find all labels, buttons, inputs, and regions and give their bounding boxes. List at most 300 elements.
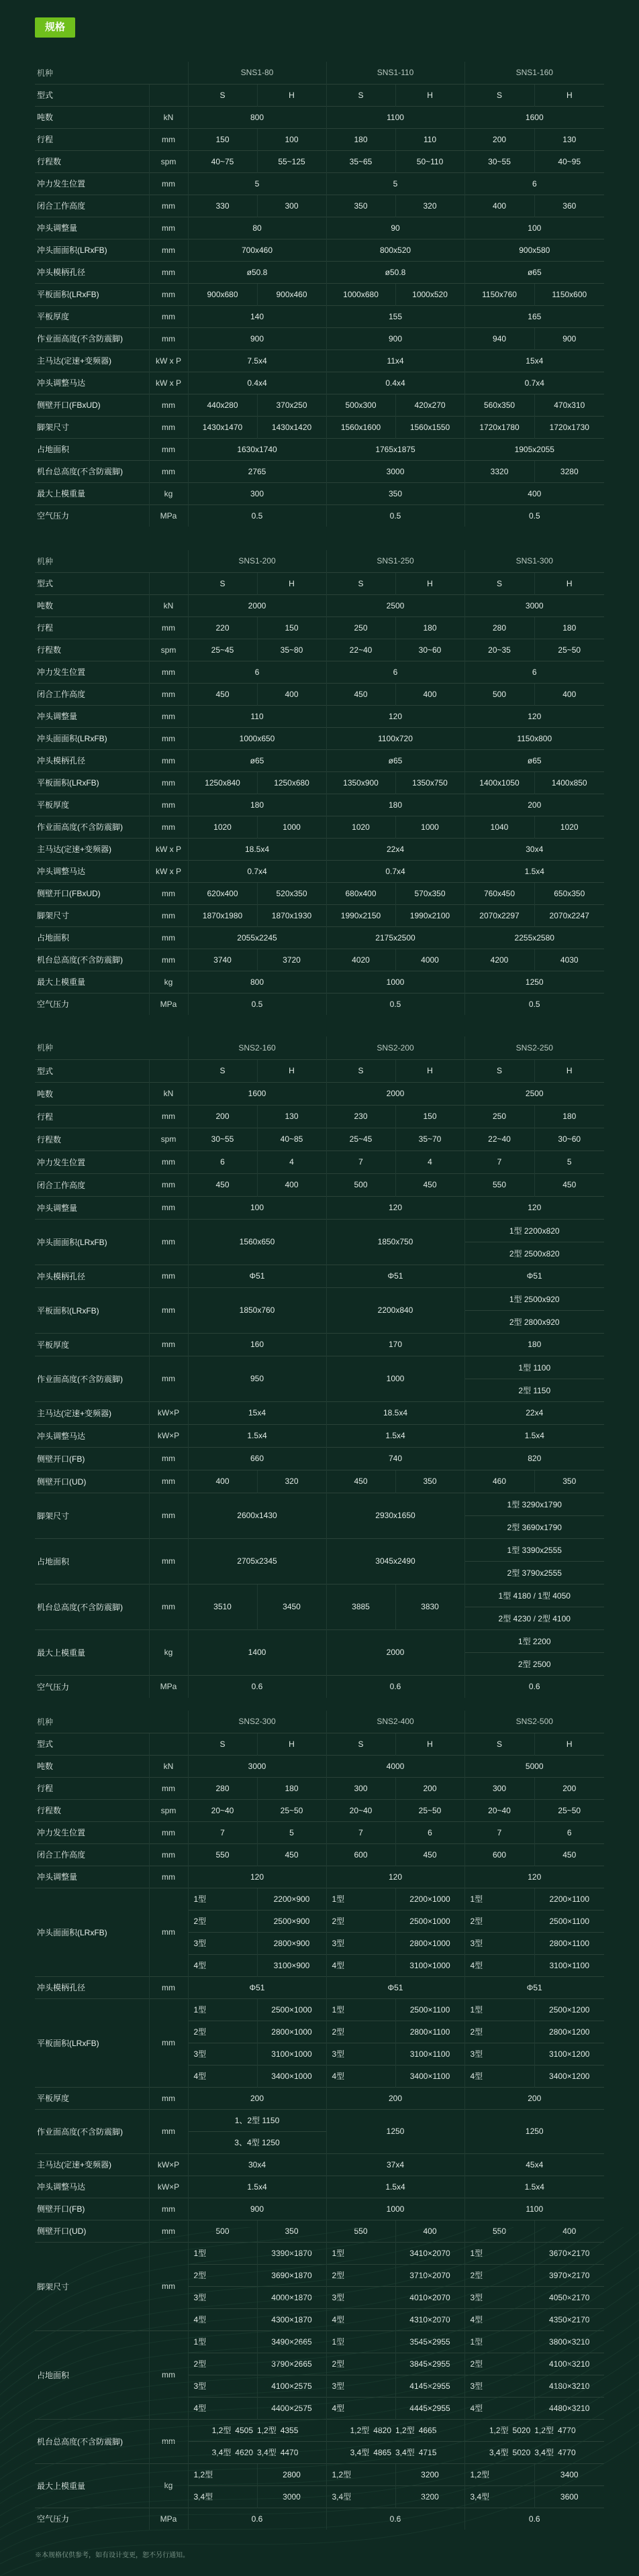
row-label: 行程 bbox=[35, 1105, 149, 1128]
table-value: 2型 3790x2555 bbox=[464, 1561, 604, 1584]
type-label: 1型 bbox=[326, 2330, 395, 2353]
type-label: 2型 bbox=[326, 1910, 395, 1932]
table-value: 5000 bbox=[464, 1755, 604, 1777]
type-label: 3,4型 bbox=[350, 2448, 370, 2457]
type-label: 1,2型 bbox=[326, 2463, 395, 2485]
table-value: 0.6 bbox=[188, 1675, 326, 1698]
table-value: 180 bbox=[395, 616, 464, 639]
table-value: ø65 bbox=[464, 261, 604, 283]
row-label: 吨数 bbox=[35, 594, 149, 616]
table-row bbox=[35, 2176, 604, 2198]
table-value: 90 bbox=[326, 217, 464, 239]
model-column-label: 机种 bbox=[37, 1043, 54, 1053]
table-value: 110 bbox=[188, 705, 326, 727]
table-value: 180 bbox=[326, 794, 464, 816]
row-unit: kW×P bbox=[149, 1401, 188, 1424]
row-unit: mm bbox=[149, 1821, 188, 1843]
table-value: 620x400 bbox=[188, 882, 257, 904]
type-label: 3型 bbox=[188, 1932, 257, 1954]
table-value: 450 bbox=[257, 1843, 326, 1866]
table-value: 1400x850 bbox=[534, 771, 604, 794]
row-unit: kg bbox=[149, 482, 188, 504]
table-value: 2930x1650 bbox=[326, 1493, 464, 1538]
row-label: 主马达(定速+变频器) bbox=[35, 1401, 149, 1424]
table-value: 1400x1050 bbox=[464, 771, 534, 794]
row-unit: mm bbox=[149, 949, 188, 971]
table-value: 1100 bbox=[464, 2198, 604, 2220]
table-value: S bbox=[326, 1733, 395, 1755]
table-value: 37x4 bbox=[326, 2153, 464, 2176]
table-value: 200 bbox=[534, 1777, 604, 1799]
row-unit: MPa bbox=[149, 504, 188, 527]
table-value: H bbox=[257, 84, 326, 106]
table-value: S bbox=[188, 1059, 257, 1082]
row-unit: MPa bbox=[149, 993, 188, 1015]
table-value: 7.5x4 bbox=[188, 350, 326, 372]
table-value: 4480×3210 bbox=[534, 2397, 604, 2419]
table-value: 180 bbox=[188, 794, 326, 816]
type-label: 3型 bbox=[326, 2286, 395, 2308]
table-row bbox=[35, 1584, 604, 1607]
table-value: 3600 bbox=[534, 2485, 604, 2508]
table-value: 2070x2247 bbox=[534, 904, 604, 926]
type-label: 2型 bbox=[464, 2021, 534, 2043]
table-row bbox=[35, 217, 604, 239]
type-label: 3,4型 bbox=[395, 2448, 415, 2457]
table-row bbox=[35, 1333, 604, 1356]
table-value: 20~40 bbox=[464, 1799, 534, 1821]
table-value: 0.5 bbox=[326, 993, 464, 1015]
table-value: 4770 bbox=[557, 2426, 576, 2435]
table-value: 1020 bbox=[188, 816, 257, 838]
table-value: S bbox=[326, 84, 395, 106]
table-value: H bbox=[534, 1059, 604, 1082]
table-value: 2800×1100 bbox=[395, 2021, 464, 2043]
table-value: 35~65 bbox=[326, 150, 395, 172]
row-unit: mm bbox=[149, 1998, 188, 2087]
table-row bbox=[35, 1105, 604, 1128]
table-row bbox=[35, 372, 604, 394]
type-label: 3型 bbox=[464, 2043, 534, 2065]
table-row bbox=[35, 150, 604, 172]
table-row bbox=[35, 2463, 604, 2485]
row-label: 冲头调整马达 bbox=[35, 2176, 149, 2198]
table-value: 100 bbox=[257, 128, 326, 150]
table-value: 3670×2170 bbox=[534, 2242, 604, 2264]
table-value: 100 bbox=[464, 217, 604, 239]
type-label: 2型 bbox=[326, 2353, 395, 2375]
table-value: 3885 bbox=[326, 1584, 395, 1629]
type-label: 3,4型 bbox=[489, 2448, 509, 2457]
table-value: 1720x1730 bbox=[534, 416, 604, 438]
row-unit: mm bbox=[149, 2242, 188, 2330]
row-unit: mm bbox=[149, 705, 188, 727]
table-value: 680x400 bbox=[326, 882, 395, 904]
table-value: 1150x760 bbox=[464, 283, 534, 305]
row-unit: mm bbox=[149, 926, 188, 949]
table-value: 150 bbox=[257, 616, 326, 639]
table-row bbox=[35, 460, 604, 482]
table-value: 130 bbox=[257, 1105, 326, 1128]
table-value: 25~50 bbox=[534, 1799, 604, 1821]
row-label: 平板厚度 bbox=[35, 305, 149, 327]
model-column-label: 机种 bbox=[37, 1717, 54, 1727]
table-value: 4030 bbox=[534, 949, 604, 971]
row-label: 机台总高度(不含防震脚) bbox=[35, 2419, 149, 2463]
row-label: 机台总高度(不含防震脚) bbox=[35, 949, 149, 971]
table-value: 2255x2580 bbox=[464, 926, 604, 949]
table-value: 280 bbox=[188, 1777, 257, 1799]
type-label: 1,2型 bbox=[350, 2426, 370, 2435]
table-value: 100 bbox=[188, 1196, 326, 1219]
table-value: 40~95 bbox=[534, 150, 604, 172]
row-label: 平板面积(LRxFB) bbox=[35, 1287, 149, 1333]
row-label: 型式 bbox=[35, 1733, 149, 1755]
row-unit: mm bbox=[149, 239, 188, 261]
table-value: ø65 bbox=[464, 749, 604, 771]
type-label: 3型 bbox=[464, 1932, 534, 1954]
table-value: 40~75 bbox=[188, 150, 257, 172]
table-value: 460 bbox=[464, 1470, 534, 1493]
model-column-label: 机种 bbox=[37, 556, 54, 566]
table-value: 3000 bbox=[188, 1755, 326, 1777]
table-value: 0.6 bbox=[464, 2508, 604, 2530]
table-value: 1型 1100 bbox=[464, 1356, 604, 1379]
table-value: 400 bbox=[257, 1173, 326, 1196]
row-label: 占地面积 bbox=[35, 926, 149, 949]
model-name: SNS2-500 bbox=[464, 1711, 604, 1733]
model-name: SNS1-110 bbox=[326, 62, 464, 84]
table-value bbox=[464, 2441, 604, 2463]
table-value: 0.5 bbox=[188, 504, 326, 527]
table-row bbox=[35, 993, 604, 1015]
table-value: 4100×3210 bbox=[534, 2353, 604, 2375]
table-value: 350 bbox=[534, 1470, 604, 1493]
table-value: 30~55 bbox=[464, 150, 534, 172]
table-value: 35~70 bbox=[395, 1128, 464, 1150]
table-value: 20~35 bbox=[464, 639, 534, 661]
table-row bbox=[35, 1059, 604, 1082]
table-value: 3490×2665 bbox=[257, 2330, 326, 2353]
table-row bbox=[35, 438, 604, 460]
table-row bbox=[35, 1287, 604, 1310]
table-value: 4665 bbox=[418, 2426, 437, 2435]
table-value: 1型 2500x920 bbox=[464, 1287, 604, 1310]
row-unit: mm bbox=[149, 1470, 188, 1493]
row-label: 冲力发生位置 bbox=[35, 1821, 149, 1843]
table-value: 360 bbox=[534, 195, 604, 217]
table-row bbox=[35, 2087, 604, 2109]
type-label: 4型 bbox=[326, 2308, 395, 2330]
table-value: 0.5 bbox=[326, 504, 464, 527]
table-value: 3、4型 1250 bbox=[188, 2131, 326, 2153]
table-value: 0.6 bbox=[326, 1675, 464, 1698]
model-name: SNS1-160 bbox=[464, 62, 604, 84]
row-label: 空气压力 bbox=[35, 504, 149, 527]
table-value: 900 bbox=[188, 2198, 326, 2220]
table-value bbox=[188, 2441, 326, 2463]
row-unit: kW x P bbox=[149, 860, 188, 882]
table-value: 450 bbox=[395, 1173, 464, 1196]
table-value: 3200 bbox=[395, 2463, 464, 2485]
table-value: 520x350 bbox=[257, 882, 326, 904]
row-unit: mm bbox=[149, 1265, 188, 1287]
row-label: 行程 bbox=[35, 1777, 149, 1799]
table-value: 1000x520 bbox=[395, 283, 464, 305]
table-value: 900x460 bbox=[257, 283, 326, 305]
model-name: SNS1-300 bbox=[464, 550, 604, 572]
table-row bbox=[35, 1470, 604, 1493]
table-value: 450 bbox=[188, 683, 257, 705]
table-value: 900x580 bbox=[464, 239, 604, 261]
table-value: 3510 bbox=[188, 1584, 257, 1629]
row-label: 侧壁开口(FB) bbox=[35, 1447, 149, 1470]
table-value bbox=[464, 2419, 604, 2441]
table-value: S bbox=[464, 572, 534, 594]
table-value: 2型 2500 bbox=[464, 1652, 604, 1675]
type-label: 3型 bbox=[188, 2286, 257, 2308]
table-value: H bbox=[257, 1733, 326, 1755]
table-value: 80 bbox=[188, 217, 326, 239]
table-value: 4020 bbox=[326, 949, 395, 971]
table-value: 1560x650 bbox=[188, 1219, 326, 1265]
table-value: 4200 bbox=[464, 949, 534, 971]
table-value: 470x310 bbox=[534, 394, 604, 416]
table-value: 1000 bbox=[395, 816, 464, 838]
row-label: 冲头模柄孔径 bbox=[35, 1265, 149, 1287]
table-value: 1000 bbox=[326, 1356, 464, 1401]
table-value: 0.7x4 bbox=[188, 860, 326, 882]
table-value: 400 bbox=[395, 683, 464, 705]
row-unit: mm bbox=[149, 1584, 188, 1629]
table-value: 120 bbox=[326, 705, 464, 727]
table-value: 450 bbox=[534, 1173, 604, 1196]
table-row bbox=[35, 594, 604, 616]
table-value: 2055x2245 bbox=[188, 926, 326, 949]
row-unit: kW×P bbox=[149, 2176, 188, 2198]
type-label: 1型 bbox=[464, 2330, 534, 2353]
table-value: 20~40 bbox=[326, 1799, 395, 1821]
table-value: 22~40 bbox=[326, 639, 395, 661]
table-value: 600 bbox=[464, 1843, 534, 1866]
type-label: 3型 bbox=[326, 2375, 395, 2397]
type-label: 2型 bbox=[188, 2353, 257, 2375]
table-value: 5 bbox=[188, 172, 326, 195]
table-value: 200 bbox=[464, 2087, 604, 2109]
table-value: 1.5x4 bbox=[326, 1424, 464, 1447]
table-row bbox=[35, 1843, 604, 1866]
table-value: S bbox=[326, 572, 395, 594]
table-value: 120 bbox=[326, 1196, 464, 1219]
type-label: 3型 bbox=[326, 1932, 395, 1954]
table-value: 5020 bbox=[512, 2426, 531, 2435]
table-value: 1020 bbox=[326, 816, 395, 838]
table-value: 140 bbox=[188, 305, 326, 327]
table-row bbox=[35, 639, 604, 661]
table-value: 500x300 bbox=[326, 394, 395, 416]
table-value: 450 bbox=[326, 683, 395, 705]
table-value: 120 bbox=[464, 1196, 604, 1219]
table-value: 760x450 bbox=[464, 882, 534, 904]
table-value: 0.4x4 bbox=[188, 372, 326, 394]
table-value: 4505 bbox=[235, 2426, 253, 2435]
row-label: 吨数 bbox=[35, 1082, 149, 1105]
table-value: 170 bbox=[326, 1333, 464, 1356]
table-value: 4 bbox=[257, 1150, 326, 1173]
row-label: 最大上模重量 bbox=[35, 971, 149, 993]
type-label: 2型 bbox=[464, 2264, 534, 2286]
table-value: 220 bbox=[188, 616, 257, 639]
table-value: 2型 2500x820 bbox=[464, 1242, 604, 1265]
row-unit: mm bbox=[149, 2198, 188, 2220]
table-row bbox=[35, 504, 604, 527]
section-title: 规格 bbox=[35, 17, 75, 38]
table-value: 200 bbox=[326, 2087, 464, 2109]
type-label: 3型 bbox=[464, 2286, 534, 2308]
table-value: 3100×900 bbox=[257, 1954, 326, 1976]
type-label: 4型 bbox=[326, 2065, 395, 2087]
table-row bbox=[35, 2508, 604, 2530]
table-value: 4145×2955 bbox=[395, 2375, 464, 2397]
table-value: 1250x680 bbox=[257, 771, 326, 794]
table-row bbox=[35, 904, 604, 926]
table-value: 4470 bbox=[280, 2448, 299, 2457]
type-label: 2型 bbox=[188, 2264, 257, 2286]
table-value: 2070x2297 bbox=[464, 904, 534, 926]
row-label: 脚架尺寸 bbox=[35, 2242, 149, 2330]
table-value: 2800×1000 bbox=[257, 2021, 326, 2043]
type-label: 1,2型 bbox=[395, 2426, 415, 2435]
row-unit: mm bbox=[149, 283, 188, 305]
model-name: SNS2-160 bbox=[188, 1036, 326, 1059]
table-value: 2500×1100 bbox=[534, 1910, 604, 1932]
table-row bbox=[35, 2153, 604, 2176]
table-value: 560x350 bbox=[464, 394, 534, 416]
table-row bbox=[35, 1082, 604, 1105]
row-label: 冲头模柄孔径 bbox=[35, 261, 149, 283]
type-label: 4型 bbox=[326, 1954, 395, 1976]
table-row bbox=[35, 1196, 604, 1219]
table-row bbox=[35, 683, 604, 705]
table-value: 30x4 bbox=[188, 2153, 326, 2176]
row-label: 主马达(定速+变频器) bbox=[35, 2153, 149, 2176]
row-unit: mm bbox=[149, 172, 188, 195]
row-unit: kN bbox=[149, 106, 188, 128]
table-value: Φ51 bbox=[464, 1265, 604, 1287]
table-value: 6 bbox=[188, 661, 326, 683]
table-value: 11x4 bbox=[326, 350, 464, 372]
table-value: 1720x1780 bbox=[464, 416, 534, 438]
row-unit: kN bbox=[149, 594, 188, 616]
table-value: 1型 3290x1790 bbox=[464, 1493, 604, 1515]
table-value: 1.5x4 bbox=[464, 860, 604, 882]
table-value: 4355 bbox=[280, 2426, 299, 2435]
table-row bbox=[35, 106, 604, 128]
table-value: ø65 bbox=[326, 749, 464, 771]
row-unit: kg bbox=[149, 971, 188, 993]
table-row bbox=[35, 1755, 604, 1777]
row-unit: mm bbox=[149, 2087, 188, 2109]
row-label: 空气压力 bbox=[35, 993, 149, 1015]
row-unit: mm bbox=[149, 1105, 188, 1128]
type-label: 3,4型 bbox=[188, 2485, 257, 2508]
table-value: 5 bbox=[326, 172, 464, 195]
table-value: 740 bbox=[326, 1447, 464, 1470]
table-row bbox=[35, 1675, 604, 1698]
table-value: 3970×2170 bbox=[534, 2264, 604, 2286]
table-row bbox=[35, 350, 604, 372]
empty-cell bbox=[149, 550, 188, 572]
row-unit: mm bbox=[149, 1447, 188, 1470]
row-label: 平板厚度 bbox=[35, 794, 149, 816]
table-value: 1870x1980 bbox=[188, 904, 257, 926]
table-value: 180 bbox=[534, 1105, 604, 1128]
table-value: 1430x1470 bbox=[188, 416, 257, 438]
table-value: 3400×1000 bbox=[257, 2065, 326, 2087]
table-value: 420x270 bbox=[395, 394, 464, 416]
row-label: 侧壁开口(UD) bbox=[35, 2220, 149, 2242]
table-value: 2800×900 bbox=[257, 1932, 326, 1954]
row-label: 冲力发生位置 bbox=[35, 1150, 149, 1173]
table-value: 1.5x4 bbox=[464, 1424, 604, 1447]
table-value: 25~50 bbox=[534, 639, 604, 661]
table-value: 3100×1200 bbox=[534, 2043, 604, 2065]
type-label: 3型 bbox=[188, 2043, 257, 2065]
table-row bbox=[35, 394, 604, 416]
table-value: 2600x1430 bbox=[188, 1493, 326, 1538]
table-row bbox=[35, 882, 604, 904]
model-name: SNS1-250 bbox=[326, 550, 464, 572]
row-label: 作业面高度(不含防震脚) bbox=[35, 816, 149, 838]
table-value: S bbox=[464, 1059, 534, 1082]
table-value: 450 bbox=[188, 1173, 257, 1196]
row-label: 型式 bbox=[35, 84, 149, 106]
table-value: 2500×1000 bbox=[395, 1910, 464, 1932]
table-value: 3830 bbox=[395, 1584, 464, 1629]
table-header-row bbox=[35, 62, 604, 84]
row-label: 作业面高度(不含防震脚) bbox=[35, 2109, 149, 2153]
row-unit: mm bbox=[149, 1196, 188, 1219]
table-header-row bbox=[35, 1036, 604, 1059]
table-value: 4865 bbox=[373, 2448, 391, 2457]
table-row bbox=[35, 771, 604, 794]
table-value: 3000 bbox=[326, 460, 464, 482]
type-label: 1,2型 bbox=[211, 2426, 232, 2435]
spec-table-sns2-300 bbox=[35, 1711, 604, 2530]
table-value: 120 bbox=[188, 1866, 326, 1888]
row-label: 冲头调整量 bbox=[35, 1866, 149, 1888]
table-row bbox=[35, 1733, 604, 1755]
table-value: 2500×1100 bbox=[395, 1998, 464, 2021]
row-unit: kW×P bbox=[149, 1424, 188, 1447]
row-label: 平板面积(LRxFB) bbox=[35, 1998, 149, 2087]
type-label: 3型 bbox=[326, 2043, 395, 2065]
table-row bbox=[35, 1424, 604, 1447]
table-value: 25~50 bbox=[257, 1799, 326, 1821]
table-value: 200 bbox=[188, 2087, 326, 2109]
row-label: 冲头调整量 bbox=[35, 1196, 149, 1219]
table-value: 3690×1870 bbox=[257, 2264, 326, 2286]
model-name: SNS2-200 bbox=[326, 1036, 464, 1059]
table-value: 20~40 bbox=[188, 1799, 257, 1821]
table-value: 2200×900 bbox=[257, 1888, 326, 1910]
model-name: SNS2-250 bbox=[464, 1036, 604, 1059]
table-value: 3390×1870 bbox=[257, 2242, 326, 2264]
row-label: 占地面积 bbox=[35, 1538, 149, 1584]
table-row bbox=[35, 1821, 604, 1843]
model-name: SNS1-200 bbox=[188, 550, 326, 572]
table-value: 2500 bbox=[464, 1082, 604, 1105]
